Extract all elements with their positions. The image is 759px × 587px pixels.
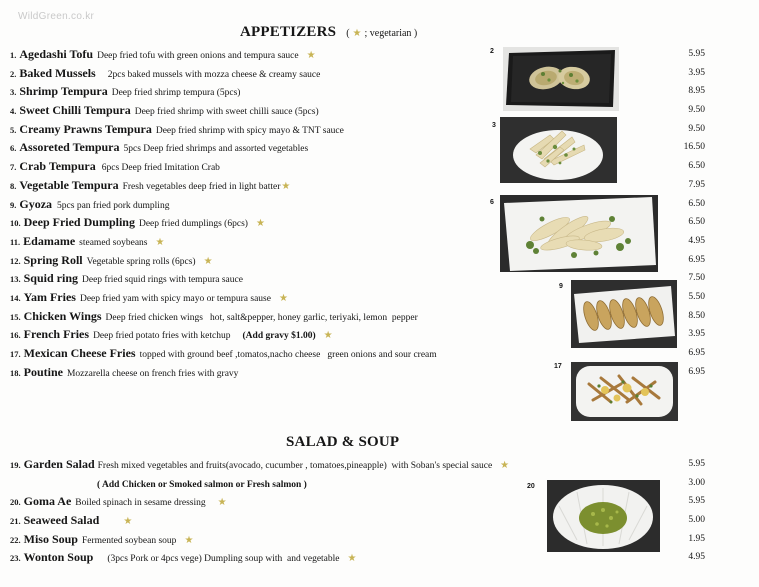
appetizers-heading	[240, 23, 417, 41]
item-name: French Fries	[23, 327, 90, 342]
item-description: topped with ground beef ,tomatos,nacho cheese green onions and sour cream	[139, 350, 437, 360]
menu-item	[0, 138, 759, 157]
item-description: Deep fried shrimp tempura (5pcs)	[111, 88, 241, 99]
item-price: 4.95	[688, 235, 705, 246]
item-description: Fermented soybean soup	[81, 535, 177, 546]
item-name: Baked Mussels	[19, 65, 96, 80]
item-description: Vegetable spring rolls (6pcs)	[86, 256, 196, 267]
item-number: 8.	[10, 180, 17, 191]
item-number: 9.	[10, 199, 17, 210]
photo-label: 9	[559, 283, 563, 290]
item-description: Deep fried shrimp with sweet chilli sauce (5pcs)	[134, 107, 319, 118]
item-description: Boiled spinach in sesame dressing	[75, 498, 206, 509]
item-name: Poutine	[23, 364, 63, 379]
item-number: 11.	[10, 236, 21, 247]
food	[579, 502, 627, 534]
item-number: 5.	[10, 124, 17, 135]
item-name: Seaweed Salad	[23, 513, 100, 528]
item-price: 4.95	[688, 552, 705, 563]
vegetarian-star-icon: ★	[323, 330, 333, 342]
item-number: 22.	[10, 534, 21, 545]
item-price: 6.50	[688, 217, 705, 228]
item-price: 6.50	[688, 198, 705, 209]
menu-item	[0, 157, 759, 176]
vegetarian-legend	[346, 28, 417, 39]
item-number: 15.	[10, 311, 21, 322]
vegetarian-star-icon: ★	[306, 50, 316, 61]
item-description: Deep fried shrimp with spicy mayo & TNT sauce	[155, 125, 344, 136]
item-price: 8.50	[688, 310, 705, 321]
item-name: Deep Fried Dumpling	[23, 215, 135, 230]
assorted-tempura-photo	[500, 195, 658, 272]
item-description: 2pcs baked mussels with mozza cheese & creamy sauce	[107, 69, 321, 80]
shrimp-tempura-photo	[500, 117, 617, 183]
item-name: Wonton Soup	[23, 550, 94, 565]
item-name: Mexican Cheese Fries	[23, 346, 136, 360]
goma-ae-photo	[547, 480, 660, 552]
item-number: 2.	[10, 68, 17, 79]
item-number: 4.	[10, 106, 17, 117]
item-description: Deep fried dumplings (6pcs)	[138, 219, 248, 230]
item-price: 9.50	[688, 105, 705, 116]
item-number: 18.	[10, 367, 21, 378]
item-name: Vegetable Tempura	[19, 177, 119, 192]
item-number: 1.	[10, 50, 17, 60]
item-name: Assoreted Tempura	[19, 140, 120, 155]
item-price: 1.95	[688, 533, 705, 544]
vegetarian-star-icon: ★	[255, 218, 265, 230]
item-name: Squid ring	[23, 271, 78, 286]
item-price: 7.95	[688, 179, 705, 190]
item-number: 10.	[10, 218, 21, 229]
addon-note: ( Add Chicken or Smoked salmon or Fresh salmon )	[97, 479, 307, 490]
photo-label: 2	[490, 48, 494, 55]
legend-text: ; vegetarian )	[364, 28, 418, 39]
item-number: 12.	[10, 255, 21, 266]
item-description: Deep fried yam with spicy mayo or tempura sause	[79, 293, 271, 304]
item-price: 3.95	[688, 329, 705, 340]
item-price: 5.00	[688, 515, 705, 526]
vegetarian-star-icon: ★	[203, 255, 213, 267]
vegetarian-star-icon: ★	[500, 460, 510, 471]
menu-item	[0, 120, 759, 139]
item-price: 3.00	[688, 477, 705, 488]
item-description: Deep fried potato fries with ketchup	[93, 331, 231, 342]
vegetarian-star-icon: ★	[217, 497, 227, 509]
item-name: Garden Salad	[23, 457, 95, 471]
legend-open: (	[346, 28, 350, 39]
item-price: 7.50	[688, 273, 705, 284]
item-price: 6.95	[688, 366, 705, 377]
photo-label: 6	[490, 199, 494, 206]
vegetarian-star-icon: ★	[281, 180, 291, 192]
item-price: 5.95	[688, 49, 705, 59]
item-price: 5.95	[688, 459, 705, 469]
menu-item	[0, 176, 759, 195]
item-name: Spring Roll	[23, 252, 83, 267]
item-description: steamed soybeans	[79, 237, 148, 248]
item-name: Edamame	[23, 233, 76, 248]
section-title: APPETIZERS	[240, 24, 337, 40]
item-name: Chicken Wings	[23, 308, 102, 323]
item-price: 3.95	[688, 67, 705, 78]
item-name: Goma Ae	[23, 494, 72, 509]
item-description: Deep fried chicken wings hot, salt&pepper, honey garlic, teriyaki, lemon pepper	[105, 312, 418, 323]
menu-item	[0, 64, 759, 83]
item-name: Gyoza	[19, 196, 53, 211]
item-price: 9.50	[688, 123, 705, 134]
photo-label: 17	[554, 363, 562, 370]
item-description: 5pcs pan fried pork dumpling	[57, 200, 170, 211]
item-description: Fresh mixed vegetables and fruits(avocado, cucumber , tomatoes,pineapple) with Soban's special sauce	[97, 461, 493, 471]
photo-label: 20	[527, 483, 535, 490]
vegetarian-star-icon: ★	[155, 236, 165, 248]
menu-item	[0, 82, 759, 101]
item-price: 16.50	[683, 142, 705, 153]
item-name: Sweet Chilli Tempura	[19, 103, 131, 118]
item-price: 6.95	[688, 348, 705, 358]
item-price: 5.95	[688, 496, 705, 507]
item-number: 23.	[10, 553, 21, 564]
item-price: 5.50	[688, 291, 705, 302]
item-name: Miso Soup	[23, 531, 78, 546]
item-description: 6pcs Deep fried Imitation Crab	[101, 163, 220, 174]
item-number: 21.	[10, 516, 21, 527]
item-name: Agedashi Tofu	[19, 47, 94, 61]
vegetarian-star-icon: ★	[123, 516, 133, 528]
item-extra: (Add gravy $1.00)	[242, 331, 316, 342]
gyoza-photo	[571, 280, 677, 348]
item-number: 7.	[10, 162, 17, 173]
item-description: (3pcs Pork or 4pcs vege) Dumpling soup with and vegetable	[107, 554, 340, 565]
item-number: 14.	[10, 292, 21, 303]
item-number: 3.	[10, 87, 17, 98]
item-description: Deep fried tofu with green onions and tempura sauce	[97, 51, 299, 61]
item-price: 8.95	[688, 86, 705, 97]
menu-item	[0, 101, 759, 120]
item-description: Mozzarella cheese on french fries with gravy	[66, 368, 239, 379]
item-price: 6.50	[688, 161, 705, 172]
menu-item	[0, 45, 759, 64]
section-title: SALAD & SOUP	[286, 434, 400, 450]
baked-mussels-photo	[503, 47, 619, 111]
item-number: 20.	[10, 497, 21, 508]
item-name: Yam Fries	[23, 289, 76, 304]
item-description: 5pcs Deep fried shrimps and assorted vegetables	[123, 144, 309, 155]
mexican-cheese-fries-photo	[571, 362, 678, 421]
vegetarian-star-icon: ★	[278, 292, 288, 304]
item-number: 13.	[10, 274, 21, 285]
vegetarian-star-icon: ★	[347, 553, 357, 565]
item-description: Deep fried squid rings with tempura sauce	[82, 275, 243, 286]
menu-item	[0, 455, 759, 474]
item-number: 17.	[10, 349, 21, 359]
item-description: Fresh vegetables deep fried in light batter	[122, 181, 281, 192]
item-number: 6.	[10, 143, 17, 154]
item-price: 6.95	[688, 254, 705, 265]
item-name: Creamy Prawns Tempura	[19, 121, 152, 136]
item-number: 16.	[10, 330, 21, 341]
vegetarian-star-icon: ★	[352, 28, 362, 39]
item-number: 19.	[10, 460, 21, 470]
vegetarian-star-icon: ★	[184, 534, 194, 546]
item-name: Shrimp Tempura	[19, 84, 108, 99]
watermark-site: WildGreen.co.kr	[18, 11, 95, 22]
photo-label: 3	[492, 122, 496, 129]
item-name: Crab Tempura	[19, 159, 96, 174]
salad-soup-heading	[286, 433, 399, 451]
